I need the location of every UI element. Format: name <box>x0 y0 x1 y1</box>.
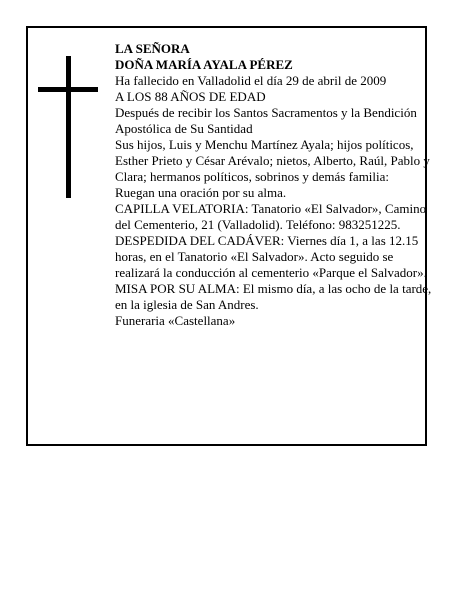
chapel-info: CAPILLA VELATORIA: Tanatorio «El Salvador», Camino del Cementerio, 21 (Valladolid). Teléfono: 983251225. <box>115 201 427 232</box>
prayer-request: Ruegan una oración por su alma. <box>115 185 287 200</box>
cross-vertical-bar <box>66 56 71 198</box>
mass-info: MISA POR SU ALMA: El mismo día, a las ocho de la tarde, en la iglesia de San Andres. <box>115 281 432 312</box>
sacraments-line: Después de recibir los Santos Sacramentos y la Bendición Apostólica de Su Santidad <box>115 105 417 136</box>
obituary-notice <box>26 26 432 446</box>
death-info: Ha fallecido en Valladolid el día 29 de abril de 2009 <box>115 73 387 88</box>
age-line: A LOS 88 AÑOS DE EDAD <box>115 89 266 104</box>
deceased-name: DOÑA MARÍA AYALA PÉREZ <box>115 57 293 72</box>
notice-text <box>115 41 433 329</box>
farewell-info: DESPEDIDA DEL CADÁVER: Viernes día 1, a las 12.15 horas, en el Tanatorio «El Salvador». Acto seguido se realizará la conducción al cementerio «Parque el Salvador». <box>115 233 427 280</box>
cross-horizontal-bar <box>38 87 98 92</box>
funeral-home: Funeraria «Castellana» <box>115 313 236 328</box>
heading-title: LA SEÑORA <box>115 41 190 56</box>
family-list: Sus hijos, Luis y Menchu Martínez Ayala; hijos políticos, Esther Prieto y César Arévalo; nietos, Alberto, Raúl, Pablo y Clara; hermanos políticos, sobrinos y demás familia: <box>115 137 430 184</box>
cross-icon <box>38 56 98 198</box>
